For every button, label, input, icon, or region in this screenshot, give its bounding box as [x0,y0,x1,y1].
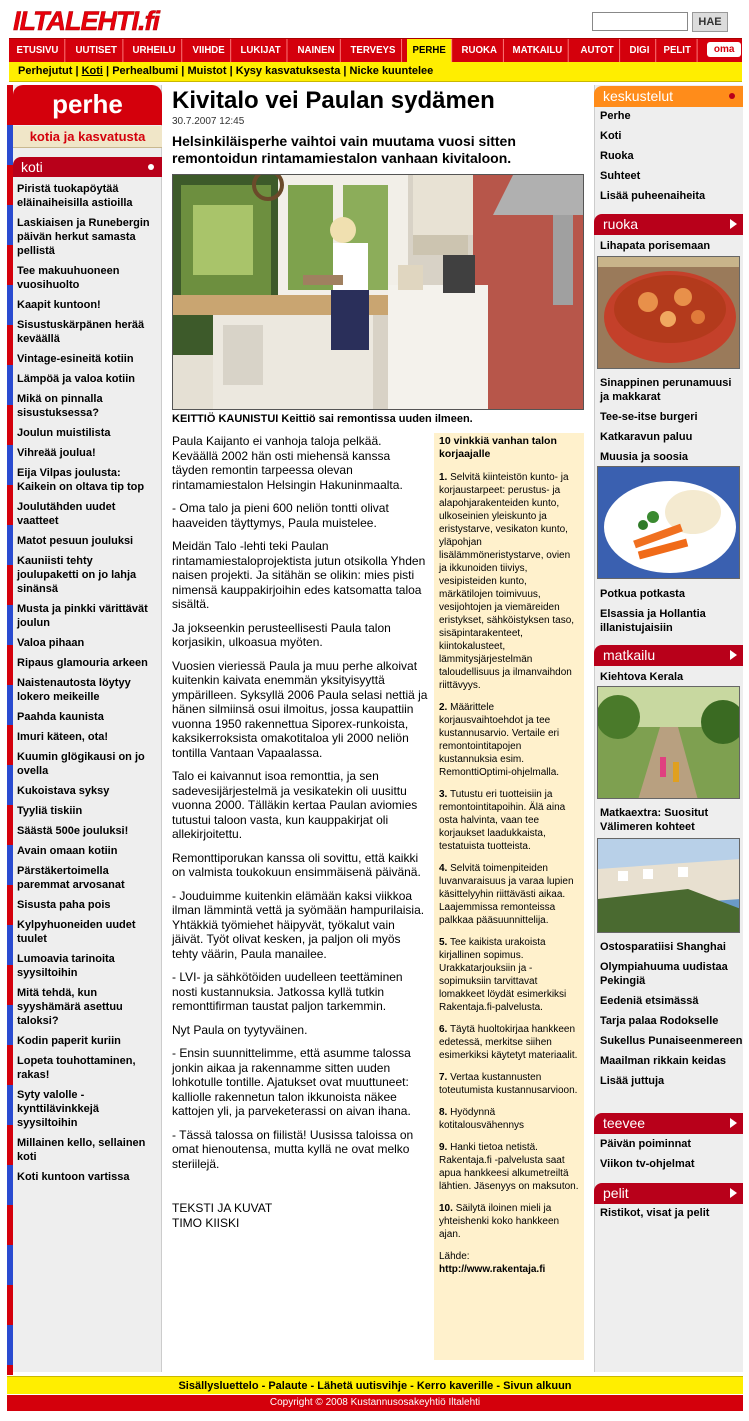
nav-tab-matkailu[interactable]: MATKAILU [507,39,569,62]
left-link[interactable]: Kukoistava syksy [17,785,110,797]
left-link[interactable]: Matot pesuun jouluksi [17,535,134,547]
right-link[interactable]: Ostosparatiisi Shanghai [600,941,726,953]
oma-button[interactable]: oma [707,42,742,57]
section-header-label: keskustelut [603,88,674,104]
left-link[interactable]: Tee makuuhuoneen vuosihuolto [17,265,120,291]
left-link-list [13,182,162,1190]
left-link[interactable]: Joulun muistilista [17,427,111,439]
right-link[interactable]: Suhteet [600,170,641,182]
arrow-right-icon [730,650,737,660]
left-link[interactable]: Kodin paperit kuriin [17,1035,121,1047]
right-link[interactable]: Maailman rikkain keidas [600,1055,726,1067]
article-paragraph: Ja jokseenkin perusteellisesti Paula talon korjasikin, ulkoasua myöten. [172,620,391,649]
left-link[interactable]: Vintage-esineitä kotiin [17,353,134,365]
right-link[interactable]: Lisää juttuja [600,1075,665,1087]
left-link[interactable]: Lumoavia tarinoita syysiltoihin [17,953,115,979]
article-paragraph: Remonttiporukan kanssa oli sovittu, että kaikki on valmista toukokuun ensimmäisenä päivänä. [172,850,421,879]
tip-item [439,701,579,779]
tip-number: 4. [439,863,448,874]
subnav-item[interactable]: Perhejutut [18,65,73,77]
keskustelut-list [594,109,743,209]
nav-tab-pelit[interactable]: PELIT [658,39,697,62]
right-link[interactable]: Tee-se-itse burgeri [600,411,698,423]
section-header-label: koti [21,159,43,175]
arrow-right-icon [730,1188,737,1198]
matkailu-list [594,940,743,1094]
matkailu-image-2[interactable] [597,838,740,933]
nav-tab-terveys[interactable]: TERVEYS [345,39,402,62]
left-link[interactable]: Lämpöä ja valoa kotiin [17,373,135,385]
search-button[interactable]: HAE [692,12,728,32]
left-link[interactable]: Vihreää joulua! [17,447,96,459]
caption-label: KEITTIÖ KAUNISTUI [172,413,279,425]
article-paragraph: Meidän Talo -lehti teki Paulan rintamamiestaloprojektista jutun otsikolla Yhden naisen projekti. Ja sitähän se olikin: mies pisti nimensä kauppakirjoihin edes katsomatta taloa sisältä. [172,539,426,611]
left-link[interactable]: Ripaus glamouria arkeen [17,657,148,669]
footer-copyright: Copyright © 2008 Kustannusosakeyhtiö Iltalehti [7,1395,743,1411]
pelit-list [594,1206,743,1226]
nav-tab-digi[interactable]: DIGI [624,39,656,62]
nav-tab-uutiset[interactable]: UUTISET [70,39,123,62]
left-link[interactable]: Tyyliä tiskiin [17,805,83,817]
separator: | [178,65,188,77]
matkailu-link[interactable]: Matkaextra: Suositut Välimeren kohteet [600,807,709,833]
article-lead: Helsinkiläisperhe vaihtoi vain muutama vuosi sitten remontoidun rintamamiestalon vanhaan kivitaloon. [172,133,516,166]
arrow-right-icon [730,219,737,229]
article-paragraph: - Tässä talossa on fiilistä! Uusissa taloissa on omat hienoutensa, mutta kyllä ne ovat melko steriilejä. [172,1127,414,1171]
article-paragraph: - Ensin suunnittelimme, että asumme talossa jonkin aikaa ja rakennamme sitten uuden lohkotulle tontille. Ajatukset ovat muuttuneet: kalliolle rakennetun talon ikkunoista näkee kattojen yli, ja parveketerassi on aivan ihana. [172,1046,411,1118]
subnav-item[interactable]: Kysy kasvatuksesta [235,65,341,77]
tip-text: Täytä huoltokirjaa hankkeen edetessä, merkitse siihen esimerkiksi käytetyt materiaalit. [439,1024,578,1061]
left-link[interactable]: Valoa pihaan [17,637,85,649]
left-link[interactable]: Sisusta paha pois [17,899,111,911]
separator: | [226,65,236,77]
left-link[interactable]: Kuumin glögikausi on jo ovella [17,751,145,777]
tip-number: 3. [439,789,448,800]
right-link[interactable]: Sinappinen perunamuusi ja makkarat [600,377,732,403]
left-link[interactable]: Imuri käteen, ota! [17,731,109,743]
article-paragraph: - Jouduimme kuitenkin elämään kaksi viikkoa ilman lämmintä vettä ja syömään hampurilaisia. Yhtäkkiä työmiehet häipyvät, työkalut vain jäivät. Työt olivat kesken, ja paljon oli myös tehty väärin, Paula manailee. [172,888,425,961]
article-paragraph: - LVI- ja sähkötöiden uudelleen teettäminen nosti kustannuksia. Jatkossa kyllä tutkin remonttifirman taustat paljon tarkemmin. [172,970,403,1013]
tip-number: 2. [439,702,448,713]
ruoka-top [594,239,743,253]
right-link[interactable]: Katkaravun paluu [600,431,693,443]
tip-item [439,1141,579,1193]
right-link[interactable]: Potkua potkasta [600,588,685,600]
left-link[interactable]: Mitä tehdä, kun syyshämärä asettuu taloksi? [17,987,123,1027]
left-link[interactable]: Paahda kaunista [17,711,104,723]
tip-text: Selvitä toimenpiteiden luvanvaraisuus ja varaa lupien käsittelyyhin riittävästi aikaa. Laajemmissa remonteissa palkkaa pääsuunnittelija. [439,863,574,926]
footer-links[interactable]: Sisällysluettelo - Palaute - Lähetä uutisvihje - Kerro kaverille - Sivun alkuun [7,1376,743,1394]
section-header-matkailu[interactable] [594,645,743,666]
subnav-item[interactable]: Nicke kuuntelee [349,65,434,77]
article-photo [172,174,584,410]
right-link[interactable]: Lisää puheenaiheita [600,190,706,202]
left-link[interactable]: Musta ja pinkki värittävät joulun [17,603,148,629]
site-logo[interactable]: ILTALEHTI.fi [13,6,159,36]
separator: | [103,65,113,77]
section-header-pelit[interactable] [594,1183,743,1204]
right-link[interactable]: Perhe [600,110,631,122]
right-link[interactable]: Eedeniä etsimässä [600,995,699,1007]
tip-text: Hanki tietoa netistä. Rakentaja.fi -palvelusta saat apua hankkeesi alkumetreiltä lähtien. Jäsenyys on maksuton. [439,1142,579,1192]
nav-tab-nainen[interactable]: NAINEN [292,39,341,62]
left-link[interactable]: Säästä 500e jouluksi! [17,825,129,837]
article-title: Kivitalo vei Paulan sydämen [172,87,495,114]
nav-tab-perhe[interactable]: PERHE [407,39,452,62]
matkailu-image-1[interactable] [597,686,740,799]
separator: | [340,65,350,77]
credit-author: TIMO KIISKI [172,1215,240,1230]
tip-text: Selvitä kiinteistön kunto- ja korjaustarpeet: perustus- ja alapohjarakenteiden kunto, ulkoseinien yleiskunto ja eristystarve, vesikaton kunto, yläpohjan lisälämmöneristystarve, ovien ja ikkunoiden tiiviys, vesipisteiden kunto, märkätilojen toimivuus, vesijohtojen ja viemäreiden eristykset, sähköistyksen taso, sisäpintarakenteet, kiintokalusteet, lämmitysjärjestelmän taloudellisuus ja ilmanvaihdon riittävyys. [439,472,575,691]
right-link[interactable]: Päivän poiminnat [600,1138,692,1150]
right-link[interactable]: Sukellus Punaiseenmereen [600,1035,743,1047]
nav-tab-urheilu[interactable]: URHEILU [127,39,182,62]
sub-navigation [9,62,742,82]
tip-item [439,1106,579,1132]
main-navigation [9,38,742,62]
tip-text: Tee kaikista urakoista kirjallinen sopimus. Urakkatarjouksiin ja -sopimuksiin tarvittavat lomakkeet löydät esimerkiksi Rakentaja.fi-palvelusta. [439,937,567,1013]
tip-number: 1. [439,472,448,483]
credit-line: TEKSTI JA KUVAT [172,1201,273,1215]
section-header-teevee[interactable] [594,1113,743,1134]
nav-tab-autot[interactable]: AUTOT [575,39,620,62]
ruoka-list-1 [594,376,743,470]
left-link[interactable]: Kaapit kuntoon! [17,299,101,311]
left-link[interactable]: Kauniisti tehty joulupaketti on jo lahja sinänsä [17,555,137,595]
article-credits [172,1201,428,1230]
tip-text: Säilytä iloinen mieli ja yhteishenki koko hankkeen ajan. [439,1203,560,1240]
ruoka-image-1[interactable] [597,256,740,369]
tip-number: 9. [439,1142,448,1153]
separator: | [72,65,82,77]
right-link[interactable]: Koti [600,130,622,142]
left-link[interactable]: Millainen kello, sellainen koti [17,1137,146,1163]
dot-icon [148,164,154,170]
article-paragraph: Talo ei kaivannut isoa remonttia, ja sen sadevesijärjestelmä ja vesikatekin oli uusittu vuonna 2000. Tälläkin kertaa Paulan aviomies tutustui taloon vasta, kun kauppakirjat oli allekirjoitettu. [172,769,418,841]
left-link[interactable]: Syty valolle - kynttilävinkkejä syysiltoihin [17,1089,99,1129]
tip-text: Määrittele korjausvaihtoehdot ja tee kustannusarvio. Vertaile eri remontointitapojen kustannuksia esim. RemonttiOptimi-ohjelmalla. [439,702,560,778]
tip-number: 7. [439,1072,448,1083]
left-link[interactable]: Naistenautosta löytyy lokero meikeille [17,677,131,703]
article-body [172,434,428,1230]
left-link[interactable]: Eija Vilpas joulusta: Kaikein on oltava tip top [17,467,145,493]
article-paragraph: Vuosien vieriessä Paula ja muu perhe alkoivat kuitenkin kaivata enemmän yksityisyyttä ympärilleen. Syksyllä 2006 Paula selasi nettiä ja hänen silmiinsä osui ilmoitus, jossa kaupattiin vuonna 1950 rakennettua Siporex-runkoista, kaksikerroksista omakotitaloa yli 2000 neliön tontilla Vantaan Vapaalassa. [172,658,428,760]
photo-caption [172,413,584,426]
section-tagline: kotia ja kasvatusta [13,126,162,148]
right-link[interactable]: Olympiahuuma uudistaa Pekingiä [600,961,728,987]
subnav-item[interactable]: Koti [81,65,103,77]
section-header-label: matkailu [603,647,656,663]
right-link[interactable]: Ruoka [600,150,634,162]
article-paragraph: - Oma talo ja pieni 600 neliön tontti olivat haaveiden täyttymys, Paula muistelee. [172,501,389,530]
left-link[interactable]: Koti kuntoon vartissa [17,1171,130,1183]
tip-text: Tutustu eri tuotteisiin ja remontointitapoihin. Älä aina osta halvinta, vaan tee korjaukset laadukkaista, testatuista tuotteista. [439,789,566,852]
source-link[interactable]: http://www.rakentaja.fi [439,1264,546,1275]
nav-tab-viihde[interactable]: VIIHDE [187,39,231,62]
tip-number: 5. [439,937,448,948]
right-link[interactable]: Muusia ja soosia [600,451,689,463]
article-paragraph: Paula Kaijanto ei vanhoja taloja pelkää. Keväällä 2002 hän osti miehensä kanssa täyden remontin tarpeessa olevan rintamamiestalon Helsingin Hakuninmaalta. [172,434,403,492]
section-brand[interactable]: perhe [13,85,162,125]
nav-tab-etusivu[interactable]: ETUSIVU [11,39,65,62]
tip-item [439,1023,579,1062]
tip-number: 8. [439,1107,448,1118]
tip-number: 10. [439,1203,453,1214]
source-label: Lähde: [439,1251,470,1262]
tips-title: 10 vinkkiä vanhan talon korjaajalle [439,435,557,460]
tip-text: Vertaa kustannusten toteutumista kustannusarvioon. [439,1072,578,1096]
tip-item [439,471,579,692]
caption-text: Keittiö sai remontissa uuden ilmeen. [278,413,473,425]
subnav-item[interactable]: Muistot [187,65,227,77]
left-link[interactable]: Joulutähden uudet vaatteet [17,501,116,527]
left-link[interactable]: Piristä tuokapöytää eläinaiheisilla astioilla [17,183,133,209]
nav-tab-ruoka[interactable]: RUOKA [456,39,503,62]
left-link[interactable]: Mikä on pinnalla sisustuksessa? [17,393,103,419]
search-input[interactable] [592,12,688,31]
section-header-koti[interactable] [13,157,162,177]
tip-item [439,1202,579,1241]
matkailu-top [594,670,743,684]
left-link[interactable]: Kylpyhuoneiden uudet tuulet [17,919,136,945]
right-link[interactable]: Viikon tv-ohjelmat [600,1158,695,1170]
teevee-list [594,1137,743,1177]
article-date: 30.7.2007 12:45 [172,116,245,127]
dot-icon [729,93,735,99]
tip-number: 6. [439,1024,448,1035]
section-header-ruoka[interactable] [594,214,743,235]
article-paragraph: Nyt Paula on tyytyväinen. [172,1022,308,1037]
subnav-item[interactable]: Perhealbumi [112,65,179,77]
section-header-keskustelut[interactable] [594,86,743,107]
left-link[interactable]: Laskiaisen ja Runebergin päivän herkut samasta pellistä [17,217,150,257]
left-link[interactable]: Lopeta touhottaminen, rakas! [17,1055,136,1081]
tip-item [439,788,579,853]
section-header-label: teevee [603,1115,646,1131]
right-link[interactable]: Elsassia ja Hollantia illanistujaisiin [600,608,706,634]
nav-tab-lukijat[interactable]: LUKIJAT [235,39,287,62]
section-header-label: pelit [603,1185,629,1201]
ruoka-link[interactable]: Lihapata porisemaan [600,240,711,252]
right-link[interactable]: Tarja palaa Rodokselle [600,1015,719,1027]
tip-item [439,1071,579,1097]
matkailu-link[interactable]: Kiehtova Kerala [600,671,684,683]
section-header-label: ruoka [603,216,639,232]
arrow-right-icon [730,1118,737,1128]
ruoka-image-2[interactable] [597,466,740,579]
left-link[interactable]: Avain omaan kotiin [17,845,118,857]
right-link[interactable]: Ristikot, visat ja pelit [600,1207,710,1219]
tip-item [439,862,579,927]
ruoka-list-2 [594,587,743,641]
tip-text: Hyödynnä kotitalousvähennys [439,1107,525,1131]
tips-box [434,433,584,1360]
matkailu-mid [594,806,743,834]
tip-item [439,936,579,1014]
left-link[interactable]: Pärstäkertoimella paremmat arvosanat [17,865,125,891]
left-link[interactable]: Sisustuskärpänen herää keväällä [17,319,145,345]
